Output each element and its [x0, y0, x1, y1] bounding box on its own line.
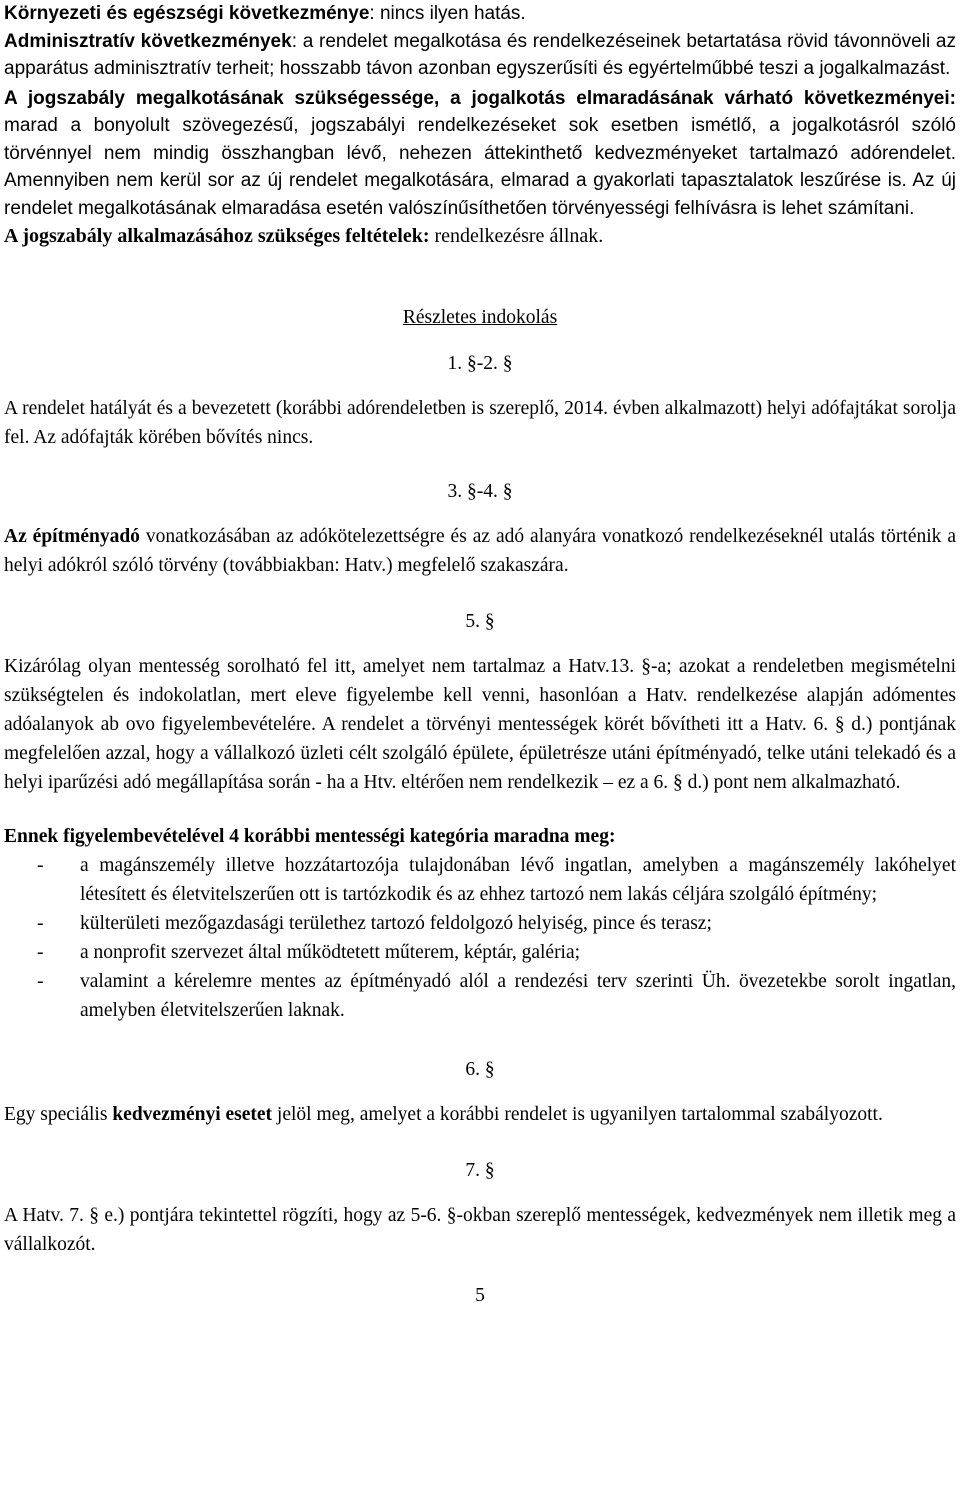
section-3-4-body: vonatkozásában az adókötelezettségre és az adó alanyára vonatkozó rendelkezéseknél utalás történik a helyi adókról szóló törvény (továbbiakban: Hatv.) megfelelő szakaszára. [4, 526, 956, 576]
section-7-text: A Hatv. 7. § e.) pontjára tekintettel rögzíti, hogy az 5-6. §-okban szereplő mentességek, kedvezmények nem illetik meg a vállalkozót. [4, 1205, 956, 1255]
necessity-text: marad a bonyolult szövegezésű, jogszabályi rendelkezéseket sok esetben ismétlő, a jogalkotásról szóló törvénnyel nem mindig összhangban lévő, nehezen áttekinthető kedvezményeket tartalmazó adórendelet. Amennyiben nem kerül sor az új rendelet megalkotására, elmarad a gyakorlati tapasztalatok leszűrése is. Az új rendelet megalkotásának elmaradása esetén valószínűsíthetően törvényességi felhívásra is lehet számítani. [4, 115, 956, 219]
env-label: Környezeti és egészségi következménye [4, 3, 370, 24]
list-dash: - [37, 942, 44, 963]
list-dash: - [37, 971, 44, 992]
section-3-4-heading: 3. §-4. § [447, 481, 513, 502]
section-7-heading: 7. § [465, 1160, 495, 1181]
section-1-2-heading: 1. §-2. § [447, 353, 513, 374]
building-tax-lead: Az építményadó [4, 526, 140, 547]
section-5-text: Kizárólag olyan mentesség sorolható fel itt, amelyet nem tartalmaz a Hatv.13. §-a; azokat a rendeletben megismételni szükségtelen és indokolatlan, mert eleve figyelembe kell venni, hasonlóan a Hatv. rendelkezése alapján adómentes adóalanyok ab ovo figyelembevételére. A rendelet a törvényi mentességek körét bővítheti itt a Hatv. 6. § d.) pontjának megfelelően azzal, hogy a vállalkozó üzleti célt szolgáló épülete, épületrésze utáni építményadó, telke utáni telekadó és a helyi iparűzési adó megállapítása során - ha a Htv. eltérően nem rendelkezik – ez a 6. § d.) pont nem alkalmazható. [4, 656, 956, 793]
conditions-paragraph [4, 222, 956, 251]
list-item [4, 967, 956, 1025]
admin-consequences [4, 28, 956, 83]
list-item-text: külterületi mezőgazdasági területhez tartozó feldolgozó helyiség, pince és terasz; [80, 913, 712, 934]
document-page [4, 0, 956, 1310]
list-item-text: a magánszemély illetve hozzátartozója tulajdonában lévő ingatlan, amelyben a magánszemély lakóhelyet létesített és életvitelszerűen ott is tartózkodik és az ehhez tartozó nem lakás céljára szolgáló építmény; [80, 855, 956, 905]
section-6-heading: 6. § [465, 1059, 495, 1080]
necessity-label: A jogszabály megalkotásának szükségessége, a jogalkotás elmaradásának várható következményei: [4, 87, 956, 109]
admin-label: Adminisztratív következmények [4, 30, 292, 52]
special-benefit-case: kedvezményi esetet [112, 1104, 273, 1125]
section-3-4-text [4, 522, 956, 580]
page-number: 5 [475, 1285, 485, 1306]
list-item [4, 851, 956, 909]
env-text: : nincs ilyen hatás. [369, 3, 526, 24]
admin-text: : a rendelet megalkotása és rendelkezéseinek betartatása rövid távonnöveli az apparátus adminisztratív terheit; hosszabb távon azonban egyszerűsíti és egyértelműbbé teszi a jogalkalmazást. [4, 30, 956, 79]
necessity-paragraph [4, 85, 956, 223]
list-item-text: a nonprofit szervezet által működtetett műterem, képtár, galéria; [80, 942, 581, 963]
list-dash: - [37, 855, 44, 876]
list-item [4, 909, 956, 938]
list-dash: - [37, 913, 44, 934]
list-item [4, 938, 956, 967]
section-5-heading: 5. § [465, 611, 495, 632]
exemption-list [4, 851, 956, 1025]
conditions-label: A jogszabály alkalmazásához szükséges feltételek: [4, 225, 430, 247]
list-item-text: valamint a kérelemre mentes az építményadó alól a rendezési terv szerinti Üh. övezetekbe sorolt ingatlan, amelyben életvitelszerűen laknak. [80, 971, 956, 1021]
conditions-text: rendelkezésre állnak. [429, 225, 604, 247]
exemption-list-title: Ennek figyelembevételével 4 korábbi mentességi kategória maradna meg: [4, 826, 616, 847]
section-1-2-text: A rendelet hatályát és a bevezetett (korábbi adórendeletben is szereplő, 2014. évben alkalmazott) helyi adófajtákat sorolja fel. Az adófajták körében bővítés nincs. [4, 398, 956, 448]
section-6-text: Egy speciális kedvezményi esetet jelöl meg, amelyet a korábbi rendelet is ugyanilyen tartalommal szabályozott. [4, 1104, 883, 1125]
env-consequences [4, 0, 956, 28]
detailed-justification-title: Részletes indokolás [402, 307, 558, 328]
